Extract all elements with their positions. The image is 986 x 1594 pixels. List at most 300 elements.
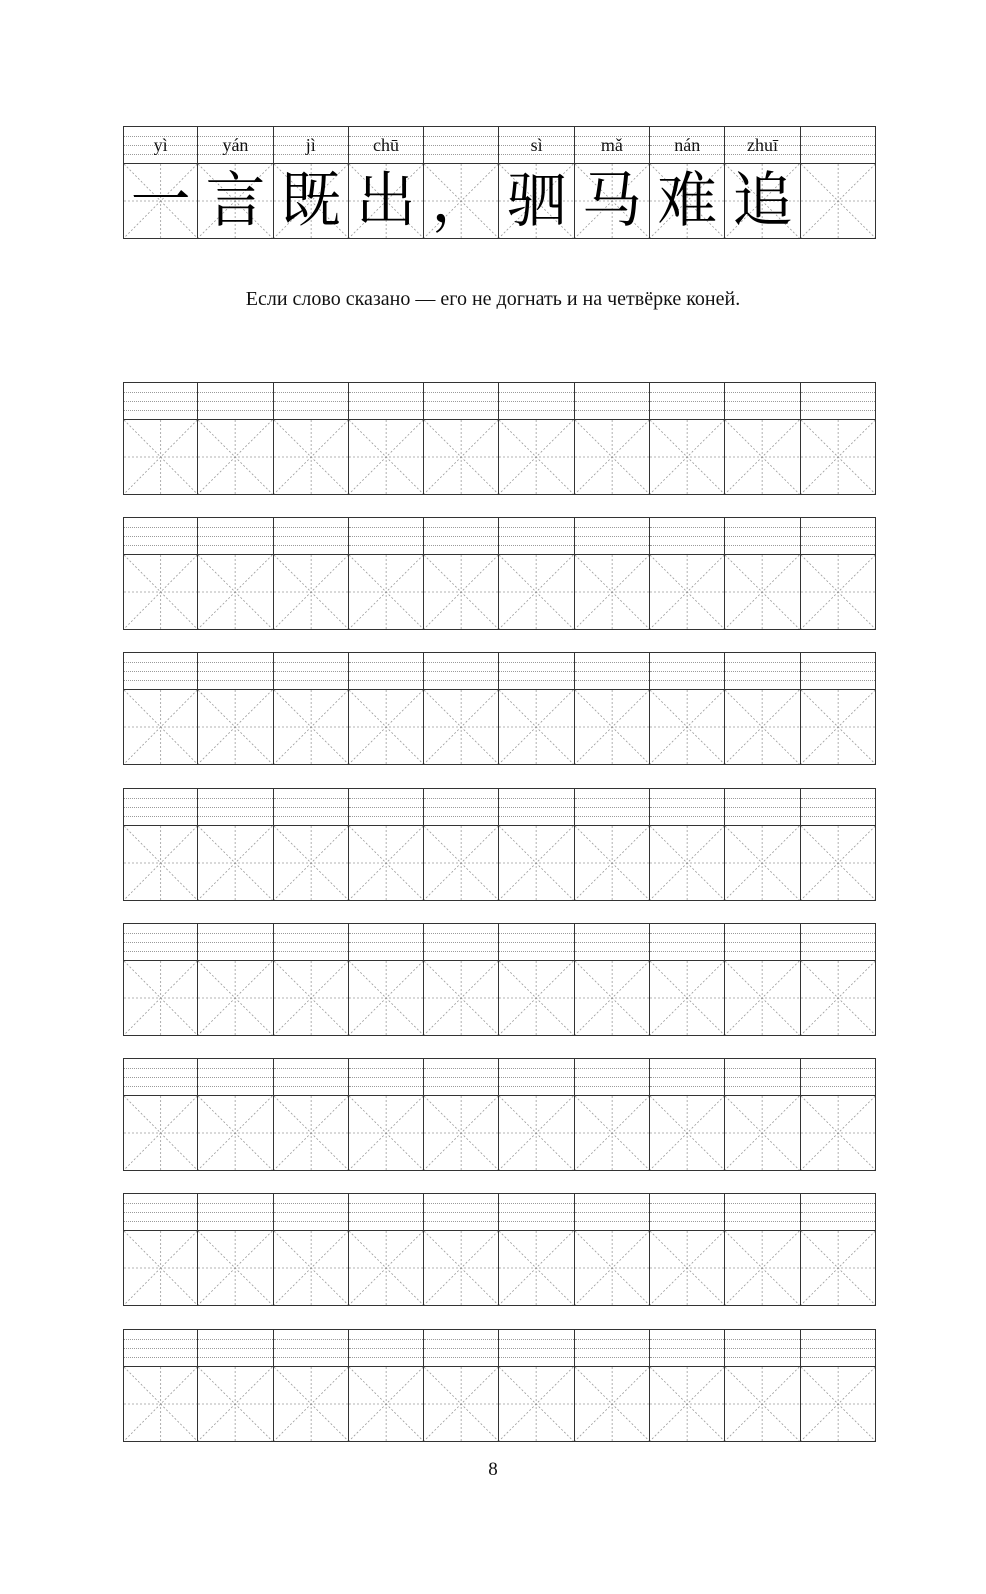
tianzige-guide-lines xyxy=(124,420,197,494)
pinyin-guide-line xyxy=(650,527,724,528)
pinyin-guide-line xyxy=(575,680,649,681)
tianzige-guide-lines xyxy=(124,961,197,1035)
pinyin-guide-line xyxy=(575,816,649,817)
character-box xyxy=(349,1231,423,1305)
pinyin-guide-line xyxy=(575,807,649,808)
pinyin-band xyxy=(198,653,272,690)
tianzige-guide-lines xyxy=(499,826,573,900)
pinyin-guide-line xyxy=(575,1212,649,1213)
character-box xyxy=(424,690,498,764)
pinyin-guide-line xyxy=(801,527,875,528)
pinyin-guide-line xyxy=(650,401,724,402)
character-box xyxy=(575,690,649,764)
pinyin-guide-line xyxy=(198,680,272,681)
pinyin-guide-line xyxy=(725,1203,799,1204)
character-box xyxy=(650,164,724,238)
pinyin-guide-line xyxy=(424,401,498,402)
character-box xyxy=(725,555,799,629)
tianzige-guide-lines xyxy=(725,826,799,900)
pinyin-guide-line xyxy=(801,933,875,934)
tianzige-guide-lines xyxy=(499,420,573,494)
hanzi-character: 驷 xyxy=(506,166,567,236)
pinyin-band xyxy=(424,383,498,420)
tianzige-guide-lines xyxy=(198,1367,272,1441)
writing-cell xyxy=(349,788,424,901)
pinyin-guide-line xyxy=(349,807,423,808)
writing-cell xyxy=(424,1329,499,1442)
pinyin-band xyxy=(349,518,423,555)
pinyin-guide-line xyxy=(499,807,573,808)
pinyin-guide-line xyxy=(801,145,875,146)
pinyin-guide-line xyxy=(725,680,799,681)
pinyin-guide-line xyxy=(424,942,498,943)
writing-cell xyxy=(575,923,650,1036)
character-box xyxy=(349,961,423,1035)
pinyin-guide-line xyxy=(274,1357,348,1358)
pinyin-guide-line xyxy=(499,1077,573,1078)
tianzige-guide-lines xyxy=(124,1367,197,1441)
character-box xyxy=(650,690,724,764)
pinyin-band xyxy=(499,127,573,164)
pinyin-guide-line xyxy=(499,536,573,537)
hanzi-character xyxy=(801,164,875,238)
tianzige-guide-lines xyxy=(725,961,799,1035)
pinyin-band xyxy=(725,789,799,826)
pinyin-band xyxy=(124,518,197,555)
pinyin-guide-line xyxy=(499,662,573,663)
hanzi-character: 出 xyxy=(356,166,417,236)
tianzige-guide-lines xyxy=(349,1367,423,1441)
pinyin-guide-line xyxy=(650,1221,724,1222)
character-box xyxy=(124,164,197,238)
pinyin-guide-line xyxy=(725,1077,799,1078)
tianzige-guide-lines xyxy=(801,826,875,900)
pinyin-band xyxy=(801,1330,875,1367)
pinyin-band xyxy=(424,1059,498,1096)
tianzige-guide-lines xyxy=(198,826,272,900)
tianzige-guide-lines xyxy=(349,961,423,1035)
pinyin-guide-line xyxy=(575,392,649,393)
character-box xyxy=(650,1096,724,1170)
writing-cell xyxy=(123,517,198,630)
pinyin-guide-line xyxy=(198,545,272,546)
character-box xyxy=(424,1096,498,1170)
pinyin-guide-line xyxy=(575,933,649,934)
character-box xyxy=(725,961,799,1035)
pinyin-guide-line xyxy=(801,1077,875,1078)
pinyin-guide-line xyxy=(424,680,498,681)
character-box xyxy=(198,961,272,1035)
writing-cell xyxy=(274,126,349,239)
tianzige-guide-lines xyxy=(575,555,649,629)
writing-cell xyxy=(650,788,725,901)
writing-cell xyxy=(801,126,876,239)
pinyin-guide-line xyxy=(725,1339,799,1340)
pinyin-guide-line xyxy=(725,951,799,952)
pinyin-guide-line xyxy=(124,527,197,528)
pinyin-guide-line xyxy=(801,807,875,808)
character-box xyxy=(424,555,498,629)
pinyin-guide-line xyxy=(349,410,423,411)
pinyin-guide-line xyxy=(124,816,197,817)
character-box xyxy=(801,164,875,238)
character-box xyxy=(124,1231,197,1305)
tianzige-guide-lines xyxy=(650,1231,724,1305)
pinyin-guide-line xyxy=(499,1068,573,1069)
pinyin-guide-line xyxy=(124,1221,197,1222)
writing-cell xyxy=(575,1058,650,1171)
tianzige-guide-lines xyxy=(274,961,348,1035)
pinyin-guide-line xyxy=(801,392,875,393)
tianzige-guide-lines xyxy=(499,555,573,629)
practice-row xyxy=(123,1193,876,1306)
writing-cell xyxy=(198,923,273,1036)
pinyin-guide-line xyxy=(349,1068,423,1069)
character-box xyxy=(124,1367,197,1441)
tianzige-guide-lines xyxy=(424,690,498,764)
pinyin-band xyxy=(274,789,348,826)
pinyin-guide-line xyxy=(801,136,875,137)
pinyin-band xyxy=(124,1059,197,1096)
pinyin-guide-line xyxy=(424,1339,498,1340)
tianzige-guide-lines xyxy=(424,555,498,629)
pinyin-guide-line xyxy=(801,662,875,663)
writing-cell xyxy=(575,382,650,495)
character-box xyxy=(725,420,799,494)
pinyin-guide-line xyxy=(575,401,649,402)
pinyin-guide-line xyxy=(801,680,875,681)
pinyin-guide-line xyxy=(424,145,498,146)
pinyin-guide-line xyxy=(801,545,875,546)
pinyin-guide-line xyxy=(124,536,197,537)
pinyin-guide-line xyxy=(499,942,573,943)
pinyin-guide-line xyxy=(198,536,272,537)
pinyin-guide-line xyxy=(124,401,197,402)
tianzige-guide-lines xyxy=(274,1096,348,1170)
pinyin-guide-line xyxy=(349,1086,423,1087)
pinyin-guide-line xyxy=(575,1348,649,1349)
pinyin-guide-line xyxy=(650,662,724,663)
character-box xyxy=(650,1367,724,1441)
character-box xyxy=(801,961,875,1035)
pinyin-guide-line xyxy=(801,671,875,672)
pinyin-guide-line xyxy=(499,933,573,934)
pinyin-guide-line xyxy=(499,410,573,411)
pinyin-guide-line xyxy=(575,671,649,672)
pinyin-guide-line xyxy=(198,798,272,799)
pinyin-guide-line xyxy=(650,933,724,934)
writing-cell xyxy=(499,517,574,630)
pinyin-guide-line xyxy=(650,951,724,952)
pinyin-band xyxy=(499,924,573,961)
pinyin-band xyxy=(124,383,197,420)
character-box xyxy=(725,826,799,900)
pinyin-guide-line xyxy=(424,154,498,155)
pinyin-guide-line xyxy=(274,816,348,817)
writing-cell xyxy=(650,1058,725,1171)
pinyin-band xyxy=(198,1059,272,1096)
writing-cell xyxy=(801,923,876,1036)
tianzige-guide-lines xyxy=(575,690,649,764)
tianzige-guide-lines xyxy=(801,420,875,494)
tianzige-guide-lines xyxy=(801,1096,875,1170)
pinyin-guide-line xyxy=(575,545,649,546)
pinyin-guide-line xyxy=(198,807,272,808)
pinyin-band xyxy=(349,653,423,690)
tianzige-guide-lines xyxy=(424,961,498,1035)
pinyin-guide-line xyxy=(198,1203,272,1204)
tianzige-guide-lines xyxy=(124,690,197,764)
pinyin-band xyxy=(124,1194,197,1231)
writing-cell xyxy=(198,788,273,901)
character-box xyxy=(349,1096,423,1170)
pinyin-band xyxy=(198,127,272,164)
pinyin-band xyxy=(725,1059,799,1096)
character-box xyxy=(499,826,573,900)
tianzige-guide-lines xyxy=(650,961,724,1035)
pinyin-guide-line xyxy=(725,392,799,393)
pinyin-guide-line xyxy=(424,807,498,808)
pinyin-guide-line xyxy=(198,1348,272,1349)
character-box xyxy=(274,826,348,900)
pinyin-guide-line xyxy=(198,816,272,817)
character-box xyxy=(424,961,498,1035)
pinyin-guide-line xyxy=(575,527,649,528)
pinyin-guide-line xyxy=(650,798,724,799)
writing-cell xyxy=(725,652,800,765)
tianzige-guide-lines xyxy=(349,1231,423,1305)
pinyin-guide-line xyxy=(124,671,197,672)
tianzige-guide-lines xyxy=(198,1231,272,1305)
writing-cell xyxy=(274,1193,349,1306)
pinyin-guide-line xyxy=(499,680,573,681)
pinyin-guide-line xyxy=(725,1086,799,1087)
pinyin-guide-line xyxy=(801,1221,875,1222)
pinyin-guide-line xyxy=(499,671,573,672)
tianzige-guide-lines xyxy=(575,420,649,494)
pinyin-guide-line xyxy=(198,1086,272,1087)
pinyin-guide-line xyxy=(725,816,799,817)
writing-cell xyxy=(349,923,424,1036)
writing-cell xyxy=(725,1329,800,1442)
writing-cell xyxy=(575,517,650,630)
tianzige-guide-lines xyxy=(499,1367,573,1441)
pinyin-band xyxy=(198,1330,272,1367)
pinyin-guide-line xyxy=(499,1086,573,1087)
pinyin-band xyxy=(725,1194,799,1231)
writing-cell xyxy=(123,382,198,495)
pinyin-guide-line xyxy=(650,1068,724,1069)
pinyin-band xyxy=(725,924,799,961)
pinyin-guide-line xyxy=(198,410,272,411)
pinyin-guide-line xyxy=(424,1068,498,1069)
tianzige-guide-lines xyxy=(650,1367,724,1441)
pinyin-guide-line xyxy=(499,527,573,528)
character-box xyxy=(650,420,724,494)
tianzige-guide-lines xyxy=(198,555,272,629)
pinyin-guide-line xyxy=(801,1212,875,1213)
character-box xyxy=(575,1367,649,1441)
character-box xyxy=(575,1096,649,1170)
pinyin-label: sì xyxy=(530,135,543,155)
pinyin-band xyxy=(801,1059,875,1096)
practice-row xyxy=(123,1058,876,1171)
tianzige-guide-lines xyxy=(650,690,724,764)
pinyin-guide-line xyxy=(499,545,573,546)
pinyin-guide-line xyxy=(801,1086,875,1087)
pinyin-band xyxy=(424,1194,498,1231)
pinyin-guide-line xyxy=(274,1077,348,1078)
pinyin-guide-line xyxy=(725,798,799,799)
pinyin-guide-line xyxy=(725,1212,799,1213)
pinyin-label: yán xyxy=(222,135,249,155)
pinyin-guide-line xyxy=(274,942,348,943)
character-box xyxy=(499,1367,573,1441)
character-box xyxy=(424,164,498,238)
pinyin-guide-line xyxy=(198,392,272,393)
pinyin-guide-line xyxy=(349,680,423,681)
practice-row xyxy=(123,517,876,630)
writing-cell xyxy=(424,1058,499,1171)
pinyin-guide-line xyxy=(124,662,197,663)
character-box xyxy=(499,961,573,1035)
character-box xyxy=(124,961,197,1035)
writing-cell xyxy=(650,923,725,1036)
pinyin-label: nán xyxy=(674,135,701,155)
character-box xyxy=(198,164,272,238)
character-box xyxy=(124,420,197,494)
pinyin-guide-line xyxy=(274,933,348,934)
tianzige-guide-lines xyxy=(499,690,573,764)
character-box xyxy=(349,555,423,629)
pinyin-guide-line xyxy=(650,942,724,943)
tianzige-guide-lines xyxy=(274,826,348,900)
pinyin-guide-line xyxy=(124,1212,197,1213)
pinyin-guide-line xyxy=(274,1348,348,1349)
pinyin-guide-line xyxy=(725,536,799,537)
writing-cell xyxy=(274,517,349,630)
pinyin-guide-line xyxy=(274,951,348,952)
writing-cell xyxy=(650,1193,725,1306)
pinyin-guide-line xyxy=(725,1221,799,1222)
pinyin-guide-line xyxy=(650,1077,724,1078)
hanzi-character: 难 xyxy=(657,166,718,236)
pinyin-guide-line xyxy=(801,816,875,817)
writing-cell xyxy=(198,382,273,495)
character-box xyxy=(198,690,272,764)
pinyin-guide-line xyxy=(424,410,498,411)
tianzige-guide-lines xyxy=(725,1367,799,1441)
pinyin-guide-line xyxy=(274,545,348,546)
writing-cell xyxy=(274,1329,349,1442)
tianzige-guide-lines xyxy=(198,1096,272,1170)
character-box xyxy=(198,1096,272,1170)
pinyin-label: zhuī xyxy=(747,135,779,155)
character-box xyxy=(124,1096,197,1170)
pinyin-guide-line xyxy=(124,1348,197,1349)
pinyin-band xyxy=(198,1194,272,1231)
character-box xyxy=(274,690,348,764)
pinyin-band xyxy=(424,1330,498,1367)
tianzige-guide-lines xyxy=(725,555,799,629)
pinyin-band xyxy=(424,653,498,690)
pinyin-guide-line xyxy=(124,1068,197,1069)
character-box xyxy=(198,1231,272,1305)
pinyin-band xyxy=(650,924,724,961)
pinyin-guide-line xyxy=(725,671,799,672)
pinyin-guide-line xyxy=(124,1339,197,1340)
pinyin-band xyxy=(575,1194,649,1231)
pinyin-guide-line xyxy=(725,933,799,934)
pinyin-guide-line xyxy=(274,1221,348,1222)
character-box xyxy=(349,690,423,764)
pinyin-guide-line xyxy=(725,1357,799,1358)
writing-cell xyxy=(499,652,574,765)
pinyin-guide-line xyxy=(274,662,348,663)
pinyin-band xyxy=(274,1330,348,1367)
pinyin-guide-line xyxy=(575,951,649,952)
pinyin-guide-line xyxy=(424,816,498,817)
tianzige-guide-lines xyxy=(575,1096,649,1170)
pinyin-band xyxy=(650,127,724,164)
pinyin-band xyxy=(801,518,875,555)
pinyin-guide-line xyxy=(198,942,272,943)
hanzi-character: 既 xyxy=(280,166,341,236)
pinyin-guide-line xyxy=(198,1339,272,1340)
writing-cell xyxy=(575,788,650,901)
pinyin-guide-line xyxy=(801,1068,875,1069)
character-box xyxy=(575,164,649,238)
pinyin-guide-line xyxy=(198,1212,272,1213)
character-box xyxy=(575,826,649,900)
writing-cell xyxy=(725,788,800,901)
practice-row xyxy=(123,788,876,901)
character-box xyxy=(801,826,875,900)
pinyin-band xyxy=(499,653,573,690)
writing-cell xyxy=(349,652,424,765)
pinyin-guide-line xyxy=(801,154,875,155)
pinyin-guide-line xyxy=(499,1212,573,1213)
character-box xyxy=(274,1231,348,1305)
character-box xyxy=(801,1096,875,1170)
pinyin-band xyxy=(575,653,649,690)
pinyin-band xyxy=(650,653,724,690)
pinyin-guide-line xyxy=(349,1357,423,1358)
tianzige-guide-lines xyxy=(349,1096,423,1170)
pinyin-guide-line xyxy=(274,1068,348,1069)
writing-cell xyxy=(123,652,198,765)
tianzige-guide-lines xyxy=(124,1231,197,1305)
character-box xyxy=(349,420,423,494)
pinyin-guide-line xyxy=(575,1068,649,1069)
writing-cell xyxy=(725,1058,800,1171)
pinyin-guide-line xyxy=(424,1221,498,1222)
character-box xyxy=(499,690,573,764)
tianzige-guide-lines xyxy=(274,420,348,494)
writing-cell xyxy=(801,652,876,765)
writing-cell xyxy=(725,1193,800,1306)
pinyin-band xyxy=(650,1330,724,1367)
pinyin-band xyxy=(274,924,348,961)
pinyin-guide-line xyxy=(198,527,272,528)
pinyin-guide-line xyxy=(198,401,272,402)
character-box xyxy=(124,690,197,764)
hanzi-character: 追 xyxy=(732,166,793,236)
pinyin-guide-line xyxy=(650,545,724,546)
pinyin-guide-line xyxy=(349,1339,423,1340)
writing-cell xyxy=(424,517,499,630)
pinyin-guide-line xyxy=(198,1357,272,1358)
